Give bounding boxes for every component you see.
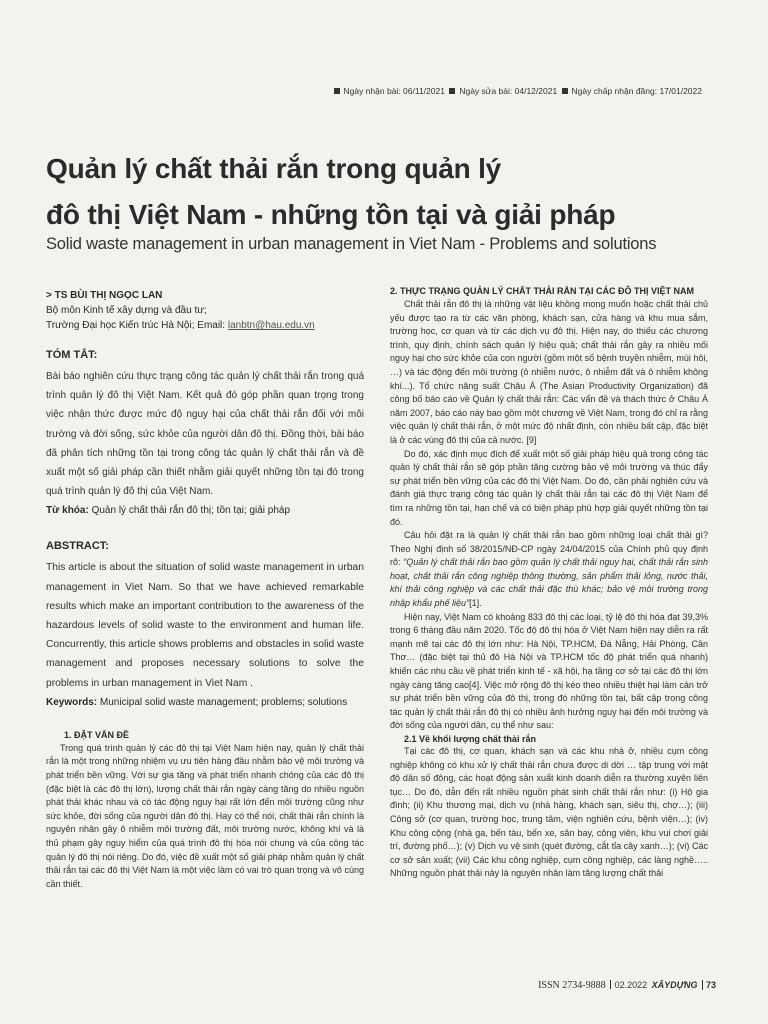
square-bullet-icon <box>562 88 568 94</box>
author-school: Trường Đại học Kiến trúc Hà Nội; Email: <box>46 320 228 331</box>
subsection-2-1-heading: 2.1 Về khối lượng chất thải rắn <box>404 734 536 744</box>
square-bullet-icon <box>449 88 455 94</box>
title-line-2: đô thị Việt Nam - những tồn tại và giải pháp <box>46 199 616 230</box>
decree-citation: [1]. <box>469 598 482 609</box>
keywords-vi-text: Quản lý chất thải rắn đô thị; tồn tại; giải pháp <box>88 505 291 517</box>
keywords-en <box>46 693 364 712</box>
footer-issue: 02.2022 <box>614 980 648 990</box>
square-bullet-icon <box>334 88 340 94</box>
section-2-paragraph-2: Do đó, xác định mục đích để xuất một số giải pháp hiệu quả trong công tác quản lý chất thải rắn sẽ góp phần tăng cường bảo vệ môi trường và thúc đẩy sự phát triển bền vững của các đô thị Việt Nam. Do đó, cần phải nghiên cứu và đánh giá thực trạng công tác quản lý chất thải rắn tại các đô thị Việt Nam để tìm ra những tồn tại, hạn chế và có biện pháp phù hợp giải quyết những tồn tại đó. <box>390 448 708 527</box>
author-affiliation <box>46 303 364 333</box>
revised-date: Ngày sửa bài: 04/12/2021 <box>459 86 558 96</box>
section-1-heading: 1. ĐẶT VẤN ĐỀ <box>64 729 130 740</box>
footer-issn: ISSN 2734-9888 <box>538 980 606 991</box>
decree-intro: Câu hỏi đặt ra là quản lý chất thải rắn bao gồm những loại chất thải gì? Theo Nghị định số 38/2015/NĐ-CP ngày 24/04/2015 của Chính phủ quy định rõ: <box>390 530 708 568</box>
section-2-paragraph-4: Hiện nay, Việt Nam có khoảng 833 đô thị các loại, tỷ lệ đô thị hóa đạt 39,3% trong 6 tháng đầu năm 2020. Tốc độ đô thị hóa ở Việt Nam hiện nay diễn ra rất mạnh mẽ tại các đô thị lớn như: Hà Nội, TP.HCM, Đà Nẵng, Hải Phòng, Cần Thơ… (đặc biệt tại thủ đô Hà Nội và TP.HCM tốc độ phát triển quá nhanh) khiến các nhu cầu về phát triển kinh tế - xã hội, hạ tầng cơ sở tại các đô thị lớn ngày càng tăng cao[4]. Việc mở rộng đô thị kéo theo nhiều thiệt hại làm cản trở sự phát triển bền vững của đô thị, trong đó những tồn tại, bất cập trong công tác quản lý chất thải rắn đô thị có nhiều ảnh hưởng nguy hại đến môi trường và đời sống của người dân, cụ thể như sau: <box>390 611 708 731</box>
page-number: 73 <box>702 980 716 990</box>
section-2-heading: 2. THỰC TRẠNG QUẢN LÝ CHẤT THẢI RẮN TẠI CÁC ĐÔ THỊ VIỆT NAM <box>390 286 694 296</box>
received-date: Ngày nhận bài: 06/11/2021 <box>343 86 445 96</box>
author-email-link[interactable]: lanbtn@hau.edu.vn <box>227 320 315 331</box>
article-title-english: Solid waste management in urban management in Viet Nam - Problems and solutions <box>46 235 657 253</box>
keywords-en-label: Keywords: <box>46 696 98 708</box>
abstract-en-heading: ABSTRACT: <box>46 540 109 553</box>
left-column <box>46 290 364 891</box>
title-line-1: Quản lý chất thải rắn trong quản lý <box>46 153 502 184</box>
author-department: Bộ môn Kinh tế xây dựng và đầu tư; <box>46 305 207 316</box>
abstract-en-text: This article is about the situation of solid waste management in urban management in Viet Nam. So that we have achieved remarkable results which make an important contribution to the awareness of the hazardous levels of solid waste to the environment and human life. Concurrently, this article shows problems and obstacles in solid waste management and proposes necessary solutions to solve the problems in urban management in Viet Nam . <box>46 562 365 689</box>
section-2-paragraph-5: Tại các đô thị, cơ quan, khách sạn và các khu nhà ở, nhiều cụm công nghiệp không có khu xử lý chất thải rắn chưa được di dời … tập trung với mật độ dân số đông, các hoạt động sản xuất kinh doanh diễn ra thường xuyên liên tục… Do đó, dẫn đến rất nhiều nguồn phát sinh chất thải rắn như: (i) Hộ gia đình; (ii) Khu thương mại, dịch vụ (nhà hàng, khách sạn, siêu thị, chợ…); (iii) Công sở (cơ quan, trường học, trung tâm, viện nghiên cứu, bệnh viện…); (iv) Khu công cộng (nhà ga, bến tàu, bến xe, sân bay, công viên, khu vui chơi giải trí, đường phố…); (v) Dịch vụ vệ sinh (quét đường, cắt tỉa cây xanh…); (vi) Các cơ sở sản xuất; (vii) Các khu công nghiệp, cụm công nghiệp, các làng nghề….. Những nguồn phát thải này là nguyên nhân làm tăng lượng chất thải <box>390 746 708 879</box>
page-footer <box>538 980 716 991</box>
keywords-en-text: Municipal solid waste management; problems; solutions <box>97 696 348 708</box>
keywords-vi <box>46 501 364 520</box>
footer-magazine-name: XÂYDỰNG <box>651 980 698 990</box>
section-2-paragraph-1: Chất thải rắn đô thị là những vật liệu không mong muốn hoặc chất thải chủ yếu được tạo ra từ các văn phòng, khách sạn, cửa hàng và khu mua sắm, trường học, cơ quan và từ các dịch vụ đô thị. Hiện nay, do thiếu các chương trình, quy định, chính sách quản lý hiệu quả; chất thải rắn gây ra nhiều mối nguy hại cho sức khỏe của con người (gồm một số bệnh truyền nhiễm, mùi hôi, …) và tác động đến môi trường (ô nhiễm nước, ô nhiễm đất và ô nhiễm không khí...). Tổ chức năng suất Châu Á (The Asian Productivity Organization) đã công bố báo cáo về Quản lý chất thải rắn: Các vấn đề và thách thức ở Châu Á năm 2007, báo cáo này bao gồm một chương về Việt Nam, trong đó chỉ ra rằng việc quản lý chất thải rắn, ở một mức độ nhất định, còn nhiều bất cập, đặc biệt là ở các vùng đô thị của cả nước. [9] <box>390 299 708 445</box>
abstract-vi-text: Bài báo nghiên cứu thực trạng công tác quản lý chất thải rắn trong quá trình quản lý đô thị Việt Nam. Kết quả đó góp phần quan trọng trong việc nhận thức được mức độ nguy hại của chất thải rắn đối với môi trường và đời sống, sức khỏe của người dân đô thị. Đồng thời, bài báo đã phân tích những tồn tại trong công tác quản lý chất thải rắn và đề xuất một số giải pháp cần thiết nhằm giải quyết những tồn tại đó trong quá trình quản lý đô thị của Việt Nam. <box>46 371 364 498</box>
article-title <box>46 146 726 238</box>
decree-quote: “Quản lý chất thải rắn bao gồm quản lý chất thải nguy hại, chất thải rắn sinh hoạt, chất thải rắn công nghiệp thông thường, sản phẩm thải lỏng, nước thải, khí thải công nghiệp và các chất thải đặc thù khác; bảo vệ môi trường trong nhập khẩu phế liệu” <box>390 557 708 609</box>
keywords-vi-label: Từ khóa: <box>46 505 89 517</box>
abstract-vi-heading: TÓM TẮT: <box>46 349 98 361</box>
section-2-paragraph-3 <box>390 529 708 611</box>
footer-divider <box>610 980 611 989</box>
section-1-text: Trong quá trình quản lý các đô thị tại Việt Nam hiện nay, quản lý chất thải rắn là một trong những nhiệm vụ ưu tiên hàng đầu nhằm bảo vệ môi trường và phát triển bền vững. Với sự gia tăng và phát triển nhanh chóng của các đô thị (đặc biệt là các đô thị lớn), lượng chất thải rắn ngày càng tăng do nhiều nguồn phát thải khác nhau và có tác động nguy hại rất lớn đến môi trường cũng như sức khỏe, đời sống của người dân đô thị. Hay có thể nói, chất thải rắn chính là nguyên nhân gây ô nhiễm môi trường đất, môi trường nước, không khí và là thủ phạm gây nguy hiểm của quá trình đô thị hóa nói chung và của công tác quản lý đô thị nói riêng. Do đó, việc đề xuất một số giải pháp nhằm quản lý chất thải rắn tại các đô thị Việt Nam là một việc làm có vai trò quan trọng và vô cùng cần thiết. <box>46 742 364 889</box>
author-name: > TS BÙI THỊ NGỌC LAN <box>46 290 163 301</box>
right-column <box>390 286 708 881</box>
article-dates <box>332 86 703 96</box>
accepted-date: Ngày chấp nhận đăng: 17/01/2022 <box>571 86 702 96</box>
